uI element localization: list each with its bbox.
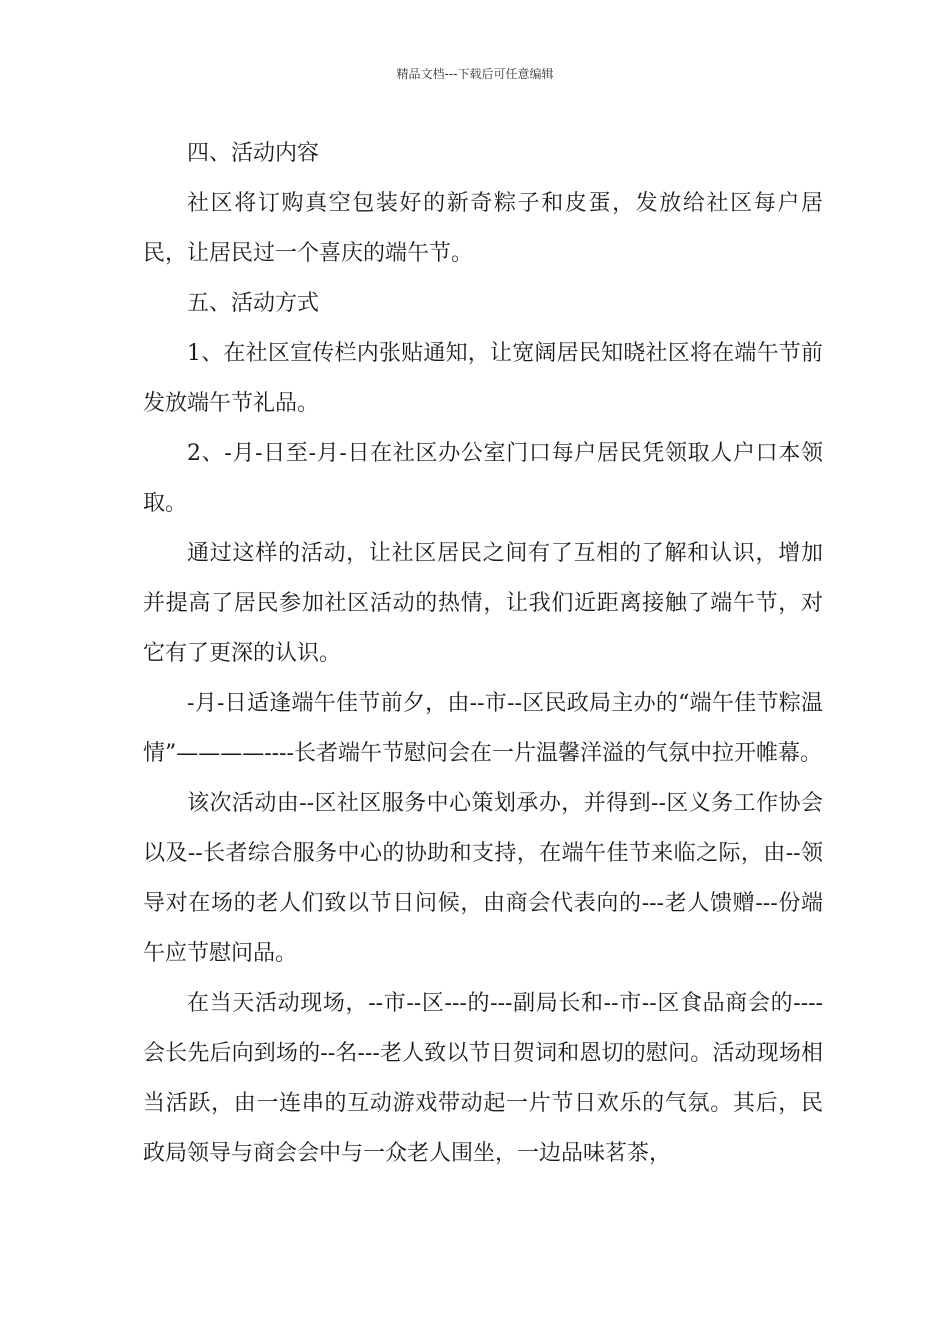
list-item: 1、在社区宣传栏内张贴通知，让宽阔居民知晓社区将在端午节前发放端午节礼品。 xyxy=(143,341,823,416)
paragraph: 社区将订购真空包装好的新奇粽子和皮蛋，发放给社区每户居民，让居民过一个喜庆的端午节。 xyxy=(143,191,823,266)
paragraph: 在当天活动现场，--市--区---的---副局长和--市--区食品商会的----会长先后向到场的--名---老人致以节日贺词和恩切的慰问。活动现场相当活跃，由一连串的互动游戏带动起一片节日欢乐的气氛。其后，民政局领导与商会会中与一众老人围坐，一边品味茗茶， xyxy=(143,991,823,1166)
paragraph: -月-日适逢端午佳节前夕，由--市--区民政局主办的“端午佳节粽温情”————----长者端午节慰问会在一片温馨洋溢的气氛中拉开帷幕。 xyxy=(143,691,823,766)
paragraph: 通过这样的活动，让社区居民之间有了互相的了解和认识，增加并提高了居民参加社区活动的热情，让我们近距离接触了端午节，对它有了更深的认识。 xyxy=(143,541,823,666)
paragraph: 该次活动由--区社区服务中心策划承办，并得到--区义务工作协会以及--长者综合服务中心的协助和支持，在端午佳节来临之际，由--领导对在场的老人们致以节日问候，由商会代表向的---老人馈赠---份端午应节慰问品。 xyxy=(143,791,823,966)
list-item: 2、-月-日至-月-日在社区办公室门口每户居民凭领取人户口本领取。 xyxy=(143,441,823,516)
section-heading-activity-method: 五、活动方式 xyxy=(187,291,320,316)
body-text xyxy=(143,129,823,1179)
section-heading-activity-content: 四、活动内容 xyxy=(187,141,320,166)
running-header: 精品文档---下载后可任意编辑 xyxy=(396,67,554,81)
